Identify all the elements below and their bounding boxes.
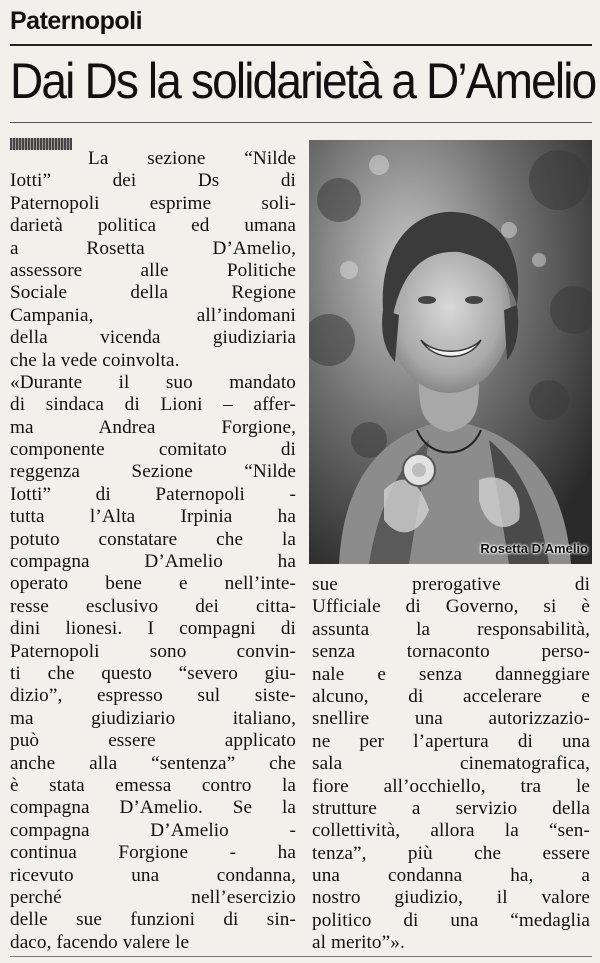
article-line: collettività, allora la “sen- xyxy=(312,820,590,842)
article-column-left xyxy=(10,148,296,954)
article-line: La sezione “Nilde xyxy=(88,148,296,169)
portrait-illustration xyxy=(309,140,592,564)
article-line: compagna D’Amelio - xyxy=(10,819,296,841)
article-line: anche alla “sentenza” che xyxy=(10,752,296,774)
article-line: della vicenda giudiziaria xyxy=(10,327,296,349)
article-line: ma Andrea Forgione, xyxy=(10,416,296,438)
photo-caption: Rosetta D’Amelio xyxy=(480,541,588,556)
article-line: che la vede coinvolta. xyxy=(10,349,180,371)
article-line: sala cinematografica, xyxy=(312,753,590,775)
article-line: operato bene e nell’inte- xyxy=(10,573,296,595)
article-line: resse esclusivo dei citta- xyxy=(10,595,296,617)
article-line: tutta l’Alta Irpinia ha xyxy=(10,506,296,528)
article-line: darietà politica ed umana xyxy=(10,215,296,237)
article-line: assessore alle Politiche xyxy=(10,259,296,281)
article-line: al merito”». xyxy=(312,932,405,954)
article-line: di sindaca di Lioni – affer- xyxy=(10,394,296,416)
article-line: è stata emessa contro la xyxy=(10,774,296,796)
article-column-right xyxy=(312,574,590,955)
article-line: a Rosetta D’Amelio, xyxy=(10,237,296,259)
bottom-rule xyxy=(10,956,592,957)
article-line: Campania, all’indomani xyxy=(10,304,296,326)
article-line: nale e senza danneggiare xyxy=(312,663,590,685)
article-line: politico di una “medaglia xyxy=(312,909,590,931)
article-line: assunta la responsabilità, xyxy=(312,618,590,640)
headline: Dai Ds la solidarietà a D’Amelio xyxy=(10,53,596,109)
article-line: ne per l’apertura di una xyxy=(312,730,590,752)
article-line: Iotti” dei Ds di xyxy=(10,170,296,192)
article-line: snellire una autorizzazio- xyxy=(312,708,590,730)
article-line: daco, facendo valere le xyxy=(10,931,190,953)
article-line: potuto constatare che la xyxy=(10,528,296,550)
article-line: ricevuto una condanna, xyxy=(10,864,296,886)
article-line: ma giudiziario italiano, xyxy=(10,707,296,729)
article-line: perché nell’esercizio xyxy=(10,886,296,908)
article-line: compagna D’Amelio. Se la xyxy=(10,797,296,819)
article-line: reggenza Sezione “Nilde xyxy=(10,461,296,483)
article-line: Sociale della Regione xyxy=(10,282,296,304)
article-line: Iotti” di Paternopoli - xyxy=(10,483,296,505)
article-line: senza tornaconto perso- xyxy=(312,641,590,663)
article-line: può essere applicato xyxy=(10,730,296,752)
portrait-photo xyxy=(309,140,592,564)
article-line: «Durante il suo mandato xyxy=(10,371,296,393)
top-rule xyxy=(10,44,592,46)
article-line: dini lionesi. I compagni di xyxy=(10,618,296,640)
section-kicker: Paternopoli xyxy=(10,7,143,35)
article-line: nostro giudizio, il valore xyxy=(312,887,590,909)
article-line: tenza”, più che essere xyxy=(312,842,590,864)
article-line: compagna D’Amelio ha xyxy=(10,551,296,573)
article-line: Ufficiale di Governo, si è xyxy=(312,596,590,618)
headline-rule xyxy=(10,122,592,123)
article-line: fiore all’occhiello, tra le xyxy=(312,775,590,797)
article-line: componente comitato di xyxy=(10,439,296,461)
article-line: alcuno, di accelerare e xyxy=(312,685,590,707)
article-line: una condanna ha, a xyxy=(312,865,590,887)
article-line: delle sue funzioni di sin- xyxy=(10,909,296,931)
article-line: ti che questo “severo giu- xyxy=(10,662,296,684)
article-line: continua Forgione - ha xyxy=(10,842,296,864)
article-line: Paternopoli esprime soli- xyxy=(10,192,296,214)
article-line: dizio”, espresso sul siste- xyxy=(10,685,296,707)
article-line: Paternopoli sono convin- xyxy=(10,640,296,662)
article-line: sue prerogative di xyxy=(312,574,590,595)
article-line: strutture a servizio della xyxy=(312,797,590,819)
